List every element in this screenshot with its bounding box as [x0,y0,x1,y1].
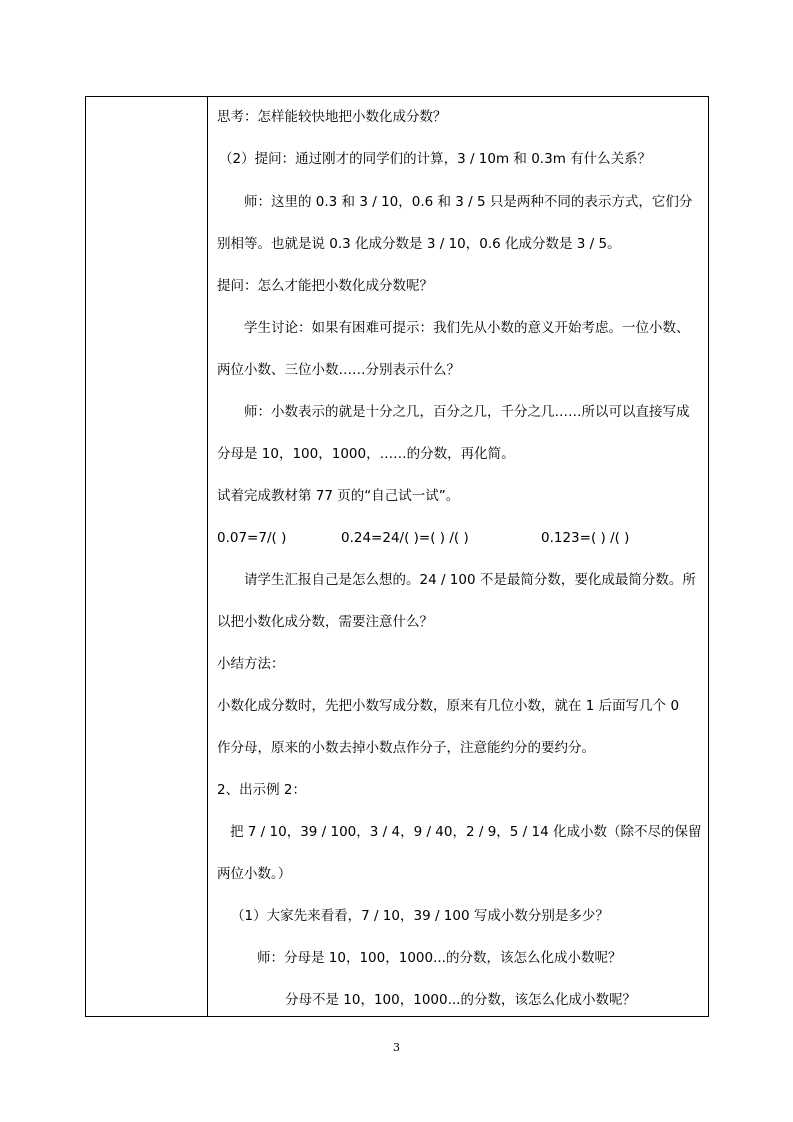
text-line: 两位小数、三位小数……分别表示什么？ [217,362,460,378]
text-line: 以把小数化成分数，需要注意什么？ [217,614,433,630]
text-line: 分母不是 10，100，1000...的分数，该怎么化成小数呢？ [285,992,636,1008]
text-line: 思考：怎样能较快地把小数化成分数？ [217,109,447,125]
text-line: 试着完成教材第 77 页的“自己试一试”。 [217,488,460,504]
page-number: 3 [393,1041,400,1054]
exercise-item: 0.07=7/( ) [217,530,287,546]
column-divider [207,97,208,1016]
text-line: 师：小数表示的就是十分之几，百分之几，千分之几……所以可以直接写成 [244,404,690,420]
text-line: 学生讨论：如果有困难可提示：我们先从小数的意义开始考虑。一位小数、 [244,320,690,336]
text-line: 小结方法： [217,656,285,672]
text-line: （2）提问：通过刚才的同学们的计算，3 / 10m 和 0.3m 有什么关系？ [219,151,652,167]
left-column-cell [86,97,207,1016]
text-line: 师：分母是 10，100，1000...的分数，该怎么化成小数呢？ [257,950,622,966]
exercise-item: 0.123=( ) /( ) [541,530,630,546]
text-line: 2、出示例 2： [217,782,306,798]
text-line: 师：这里的 0.3 和 3 / 10，0.6 和 3 / 5 只是两种不同的表示方式，它们分 [244,194,693,210]
exercise-item: 0.24=24/( )=( ) /( ) [341,530,469,546]
text-line: 小数化成分数时，先把小数写成分数，原来有几位小数，就在 1 后面写几个 0 [217,698,680,714]
text-line: 两位小数。） [217,866,292,882]
text-line: 请学生汇报自己是怎么想的。24 / 100 不是最简分数，要化成最简分数。所 [244,572,696,588]
text-line: 别相等。也就是说 0.3 化成分数是 3 / 10，0.6 化成分数是 3 / 5。 [217,236,621,252]
text-line: 把 7 / 10，39 / 100，3 / 4，9 / 40，2 / 9，5 / 14 化成小数（除不尽的保留 [230,824,702,840]
lesson-table [85,96,709,1017]
text-line: 提问：怎么才能把小数化成分数呢？ [217,278,433,294]
text-line: （1）大家先来看看，7 / 10，39 / 100 写成小数分别是多少？ [231,908,609,924]
text-line: 分母是 10，100，1000，……的分数，再化简。 [217,446,515,462]
text-line: 作分母，原来的小数去掉小数点作分子，注意能约分的要约分。 [217,740,595,756]
